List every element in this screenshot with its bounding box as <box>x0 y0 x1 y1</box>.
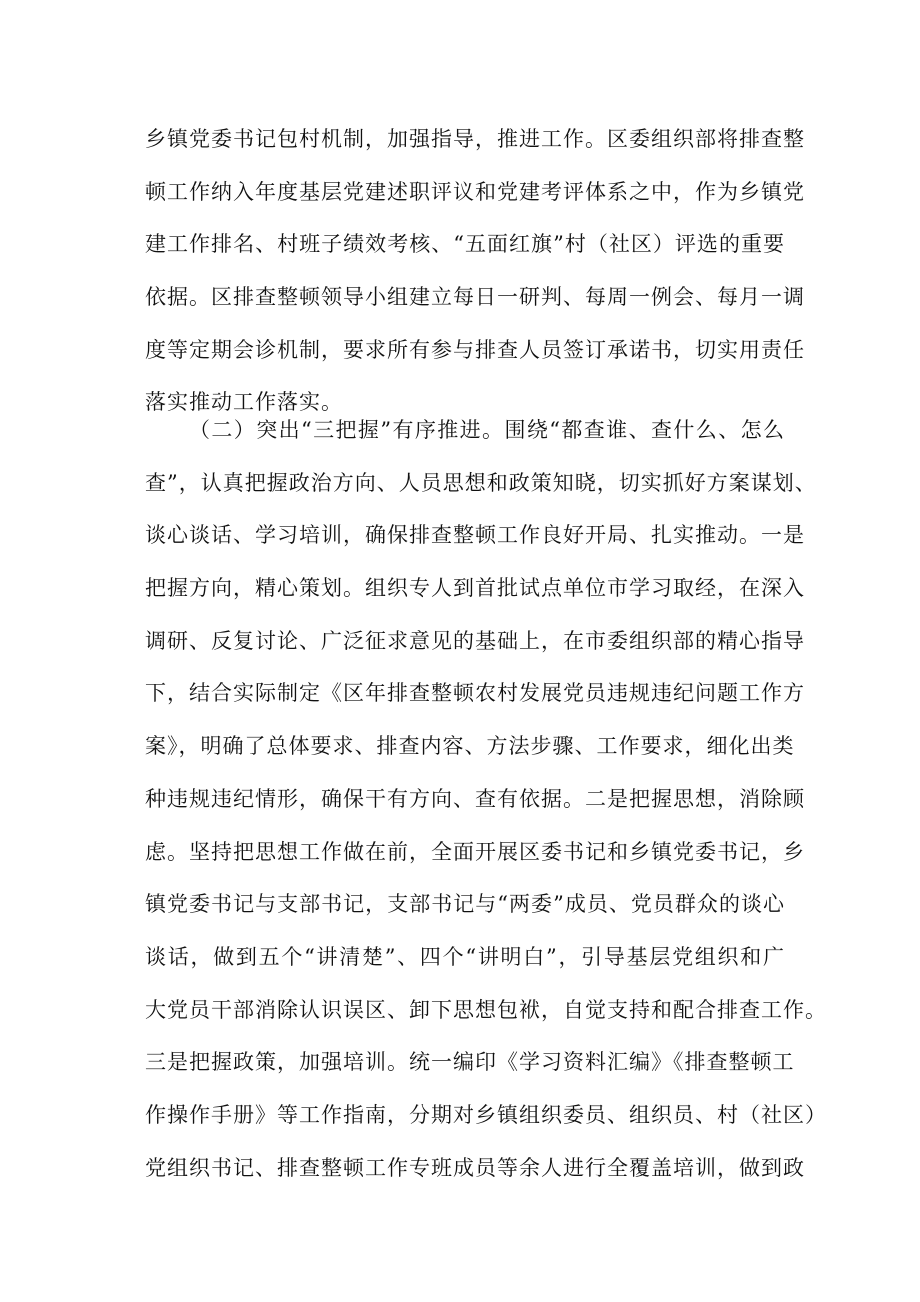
text-line: 顿工作纳入年度基层党建述职评议和党建考评体系之中，作为乡镇党 <box>145 179 805 204</box>
text-line: 依据。区排查整顿领导小组建立每日一研判、每周一例会、每月一调 <box>145 285 805 310</box>
text-line: 三是把握政策，加强培训。统一编印《学习资料汇编》《排查整顿工 <box>145 1050 795 1075</box>
text-line: 镇党委书记与支部书记，支部书记与“两委”成员、党员群众的谈心 <box>145 892 785 917</box>
text-line: 调研、反复讨论、广泛征求意见的基础上，在市委组织部的精心指导 <box>145 628 805 653</box>
text-line: 虑。坚持把思想工作做在前，全面开展区委书记和乡镇党委书记，乡 <box>145 839 805 864</box>
text-line: 党组织书记、排查整顿工作专班成员等余人进行全覆盖培训，做到政 <box>145 1155 805 1180</box>
text-line: 度等定期会诊机制，要求所有参与排查人员签订承诺书，切实用责任 <box>145 337 805 362</box>
text-line: 种违规违纪情形，确保干有方向、查有依据。二是把握思想，消除顾 <box>145 786 805 811</box>
text-line: 大党员干部消除认识误区、卸下思想包袱，自觉支持和配合排查工作。 <box>145 997 827 1022</box>
paragraph-1 <box>145 113 805 429</box>
text-line: 谈话，做到五个“讲清楚”、四个“讲明白”，引导基层党组织和广 <box>145 944 785 969</box>
section-heading-line: （二）突出“三把握”有序推进。围绕“都查谁、查什么、怎么 <box>189 418 785 442</box>
text-line: 下，结合实际制定《区年排查整顿农村发展党员违规违纪问题工作方 <box>145 681 805 706</box>
text-line: 把握方向，精心策划。组织专人到首批试点单位市学习取经，在深入 <box>145 576 805 601</box>
paragraph-2 <box>145 404 827 1194</box>
text-line: 案》，明确了总体要求、排查内容、方法步骤、工作要求，细化出类 <box>145 734 795 759</box>
text-line: 谈心谈话、学习培训，确保排查整顿工作良好开局、扎实推动。一是 <box>145 523 805 548</box>
text-line: 作操作手册》等工作指南，分期对乡镇组织委员、组织员、村（社区） <box>145 1102 827 1127</box>
text-line: 乡镇党委书记包村机制，加强指导，推进工作。区委组织部将排查整 <box>145 127 805 151</box>
text-line: 建工作排名、村班子绩效考核、“五面红旗”村（社区）评选的重要 <box>145 232 785 257</box>
text-line: 落实推动工作落实。 <box>145 390 343 415</box>
text-line: 查”，认真把握政治方向、人员思想和政策知晓，切实抓好方案谋划、 <box>145 470 817 495</box>
